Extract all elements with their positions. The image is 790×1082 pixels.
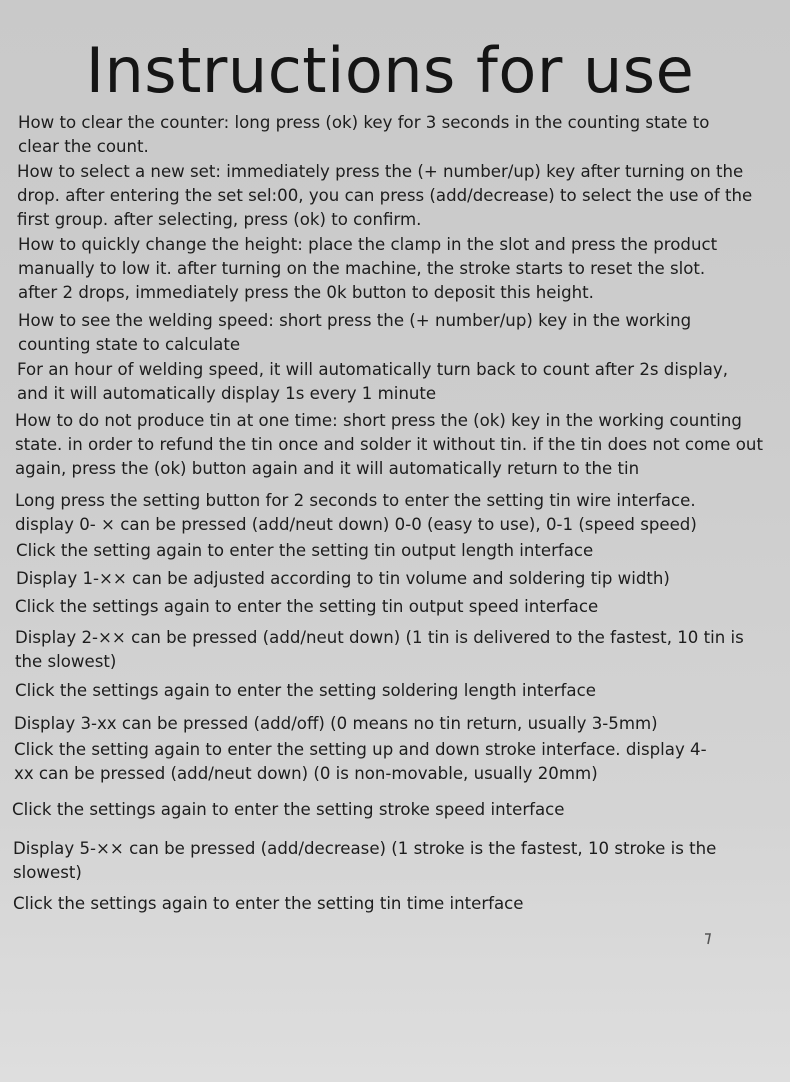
paragraph-soldering-length: Click the settings again to enter the setting soldering length interface bbox=[15, 681, 596, 700]
paragraph-output-length: Click the setting again to enter the setting tin output length interface bbox=[16, 541, 594, 560]
paragraph-tin-wire-interface: Long press the setting button for 2 seconds to enter the setting tin wire interface. display 0- × can be pressed (add/neut down) 0-0 (easy to use), 0-1 (speed speed) bbox=[15, 491, 697, 534]
paragraph-stroke-speed: Click the settings again to enter the setting stroke speed interface bbox=[12, 800, 565, 819]
paragraph-select-set: How to select a new set: immediately press the (+ number/up) key after turning on the drop. after entering the set sel:00, you can press (add/decrease) to select the use of the first group. after selecting, press (ok) to confirm. bbox=[17, 162, 753, 229]
paragraph-no-tin: How to do not produce tin at one time: short press the (ok) key in the working counting state. in order to refund the tin once and solder it without tin. if the tin does not come out again, press the (ok) button again and it will automatically return to the tin bbox=[15, 411, 763, 478]
paragraph-stroke-interface: Click the setting again to enter the setting up and down stroke interface. display 4-xx can be pressed (add/neut down) (0 is non-movable, usually 20mm) bbox=[14, 740, 707, 783]
paragraph-display-3: Display 3-xx can be pressed (add/off) (0 means no tin return, usually 3-5mm) bbox=[14, 714, 658, 733]
speck-shape bbox=[704, 933, 711, 945]
print-speck-mark bbox=[704, 933, 711, 945]
paragraph-change-height: How to quickly change the height: place the clamp in the slot and press the product manually to low it. after turning on the machine, the stroke starts to reset the slot. after 2 drops, immediately press the 0k button to deposit this height. bbox=[18, 235, 718, 302]
paragraph-display-5: Display 5-×× can be pressed (add/decrease) (1 stroke is the fastest, 10 stroke is the slowest) bbox=[13, 839, 717, 882]
paragraph-tin-time: Click the settings again to enter the setting tin time interface bbox=[13, 894, 524, 913]
paragraph-display-1: Display 1-×× can be adjusted according to tin volume and soldering tip width) bbox=[16, 569, 670, 588]
paragraph-hour-speed: For an hour of welding speed, it will automatically turn back to count after 2s display, and it will automatically display 1s every 1 minute bbox=[17, 360, 729, 403]
paragraph-clear-counter: How to clear the counter: long press (ok) key for 3 seconds in the counting state to clear the count. bbox=[18, 113, 710, 156]
page-title: Instructions for use bbox=[85, 34, 695, 107]
paragraph-welding-speed: How to see the welding speed: short press the (+ number/up) key in the working counting state to calculate bbox=[18, 311, 692, 354]
paragraph-display-2: Display 2-×× can be pressed (add/neut down) (1 tin is delivered to the fastest, 10 tin is the slowest) bbox=[15, 628, 744, 671]
paragraph-output-speed: Click the settings again to enter the setting tin output speed interface bbox=[15, 597, 599, 616]
